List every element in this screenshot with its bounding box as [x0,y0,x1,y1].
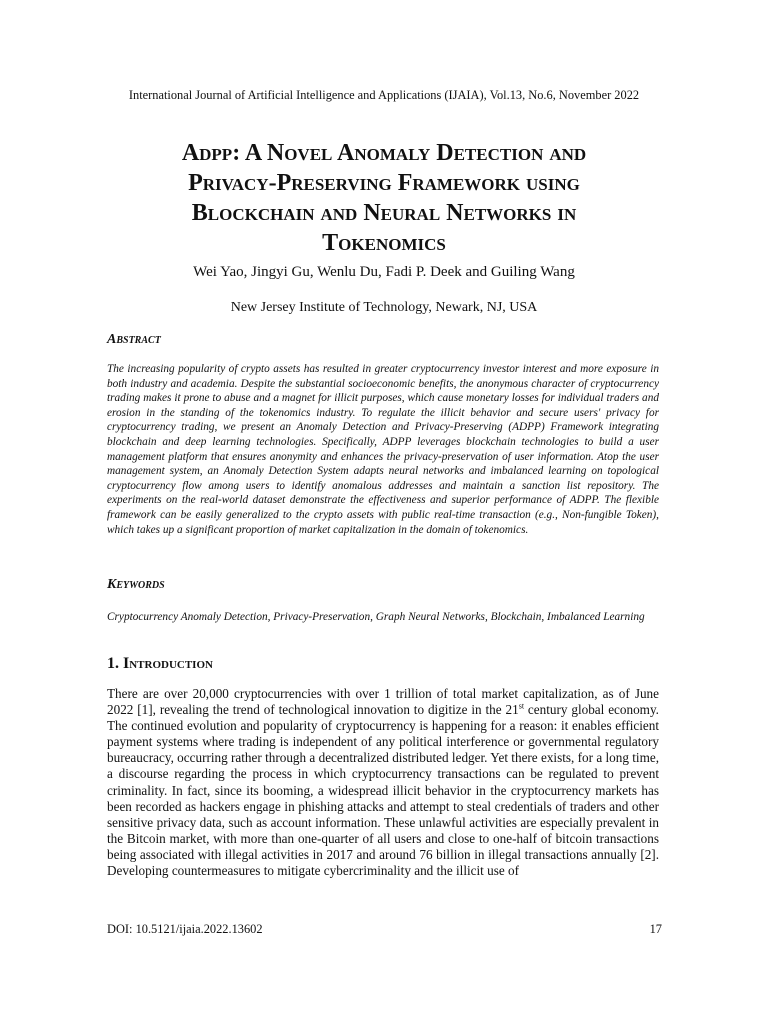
paper-title [108,138,660,258]
footer-doi: DOI: 10.5121/ijaia.2022.13602 [107,922,263,936]
introduction-text-part: century global economy. The continued evolution and popularity of cryptocurrency is happening for a reason: it enables efficient payment systems where trading is independent of any political interference or governmental regulatory bureaucracy, occurring rather through a decentralized distributed ledger. Yet there exists, for a long time, a discourse regarding the process in which cryptocurrency transactions can be regulated to prevent criminality. In fact, since its booming, a widespread illicit behavior in the cryptocurrency markets has been recorded as hackers engage in phishing attacks and attempt to steal credentials of traders and other sensitive privacy data, such as account information. These unlawful activities are especially prevalent in the Bitcoin market, with more than one-quarter of all users and close to one-half of bitcoin transactions being associated with illegal activities in 2017 and around 76 billion in illegal transactions annually [2]. Developing countermeasures to mitigate cybercriminality and the illicit use of [107,702,659,879]
keywords-text: Cryptocurrency Anomaly Detection, Privacy-Preservation, Graph Neural Networks, Blockchain, Imbalanced Learning [107,611,645,623]
title-line: Adpp: A Novel Anomaly Detection and [181,140,587,166]
title-line: Privacy-Preserving Framework using [188,170,580,196]
title-line: Tokenomics [322,230,446,256]
affiliation: New Jersey Institute of Technology, Newark, NJ, USA [230,300,538,315]
introduction-text [107,686,659,879]
abstract-text: The increasing popularity of crypto assets has resulted in greater cryptocurrency investor interest and more exposure in both industry and academia. Despite the substantial socioeconomic benefits, the anonymous character of cryptocurrency trading makes it prone to abuse and a magnet for illicit purposes, which cause monetary losses for individual traders and erosion in the standing of the tokenomics industry. To regulate the illicit behavior and secure users' privacy for cryptocurrency trading, we present an Anomaly Detection and Privacy-Preserving (ADPP) Framework integrating blockchain and deep learning technologies. Specifically, ADPP leverages blockchain technologies to build a user management platform that ensures anonymity and enhances the privacy-preservation of user information. Atop the user management system, an Anomaly Detection System adapts neural networks and imbalanced learning on topological cryptocurrency flow among users to identify anomalous addresses and maintain a sanction list repository. The experiments on the real-world dataset demonstrate the effectiveness and superior performance of ADPP. The flexible framework can be easily generalized to the crypto assets with public real-time transaction (e.g., Non-fungible Token), which takes up a significant proportion of market capitalization in the domain of tokenomics. [107,363,659,536]
authors: Wei Yao, Jingyi Gu, Wenlu Du, Fadi P. Deek and Guiling Wang [193,264,575,280]
introduction-heading: 1. Introduction [107,655,213,672]
superscript-ordinal: st [518,701,525,711]
abstract-heading: Abstract [107,332,161,347]
page-number: 17 [649,922,662,936]
journal-header: International Journal of Artificial Intelligence and Applications (IJAIA), Vol.13, No.6, November 2022 [128,88,640,102]
title-line: Blockchain and Neural Networks in [191,200,577,226]
keywords-heading: Keywords [107,577,165,592]
introduction-text-part: There are over 20,000 cryptocurrencies with over 1 trillion of total market capitalization, as of June 2022 [1], revealing the trend of technological innovation to digitize in the 21 [107,686,659,718]
